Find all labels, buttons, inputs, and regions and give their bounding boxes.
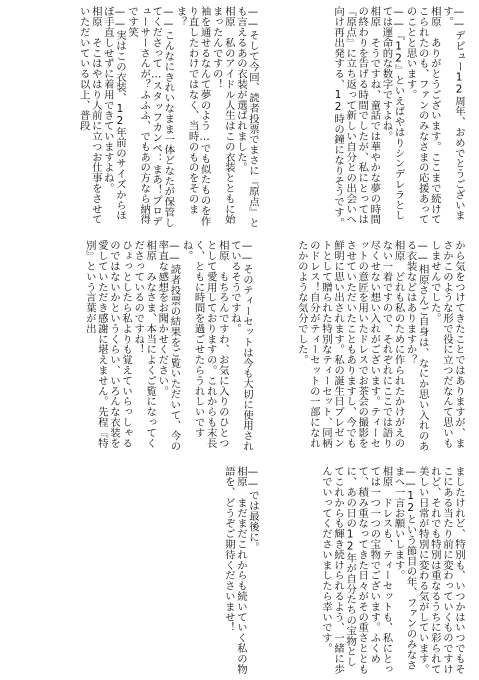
interview-column-3: から気をつけてきたことではありますが、まさかこのような形で役に立つだなんて思いもしませんでした。 ——相原さんご自身は、なにか思い入れのある衣装などはありますか？ 相原 どれも私のために作られたかけがえのない一着ですので、それぞれにここでは語り尽くせない想い入れがございます。ティーセットの意匠を用いたドレスでお茶会の撮影をさせていただいたこともありますし、今でも鮮明に思い出されます。私の誕生日プレゼントとして贈られた特別なティーセット、同柄のドレス！自分がティーセットの一部になれたかのような気分でした。 xyxy=(295,240,465,452)
interview-column-2: ——そして今回、読者投票でまさに『原点』とも言えるあの衣装が選ばれました。 相原 私のアイドル人生はこの衣装とともに始まったんですの！ 袖を通せるなんて夢のよう…でも似たものを作り直したわけではなく、当時のものをそのまま？ ——こんなにきれいなまま一体どなたが保管してくださって…スタッフカンペ：まあ！プロデューサーさんが？ふふふ、でもあの方なら納得です笑 ——実はこの衣装、12年前のサイズからほぼ手直しせずに着用できていますよね。 相原 そこはやはり人前に立つお仕事をさせていただいている以上、普段 xyxy=(77,6,259,228)
interview-column-1: ——デビュー12周年、おめでとうございます。 相原 ありがとうございます。ここまで続けてこられたのも、ファンのみなさまの応援あってのことと思います。 ——『12』といえばやはりシンデレラとしては運命的な数字ですよね。 相原 そうですね、童話では華やかな夢の時間の終わりを告げる時間でしたが、私にとっては『原点』に立ち返って新しい自分との出会いへ向け再出発する、12時の鐘になりそうです。 xyxy=(332,6,465,228)
interview-column-4: ——そのティーセットは今も大切に使用されているそうですね。 相原 もちろんですわ、お気に入りのひとつとして愛用しておりますの。これからも末長く、ともに時間を過ごせたらうれしいですね。 ——読者投票の結果をご覧いただいて、今の率直な感想をお聞かせください。 相原 みなさま、本当によくご覧になってくださっているのですね！ ひょっとしたら私よりも覚えていらっしゃるのではないかというくらい、いろんな衣装を愛していただき感謝に堪えません。先程『特別』という言葉が出 xyxy=(83,240,253,452)
interview-column-5: ましたけれど、特別も、いつかはいつでもそこにある当たり前に変わっていくものですけれど、それでも特別は重なるうちに彩られて美しい日常が特別に変わる気がしています。 ——12という節目の年、ファンのみなさまへ一言お願いします。 相原 ドレスも、ティーセットも、私にとっては一つ一つの宝物でございます。ふくめて、積み重なってきた日々がその重さとともに、あの日の12年が自分たちの宝物としてこれからも輝き続けられるよう、一緒に歩んでいってくださいましたら幸いです。 xyxy=(319,466,465,674)
interview-column-6: ——では最後に。 相原 まだまだこれからも続いていく私の物語を、どうぞご期待くださいませ！ xyxy=(222,466,259,674)
